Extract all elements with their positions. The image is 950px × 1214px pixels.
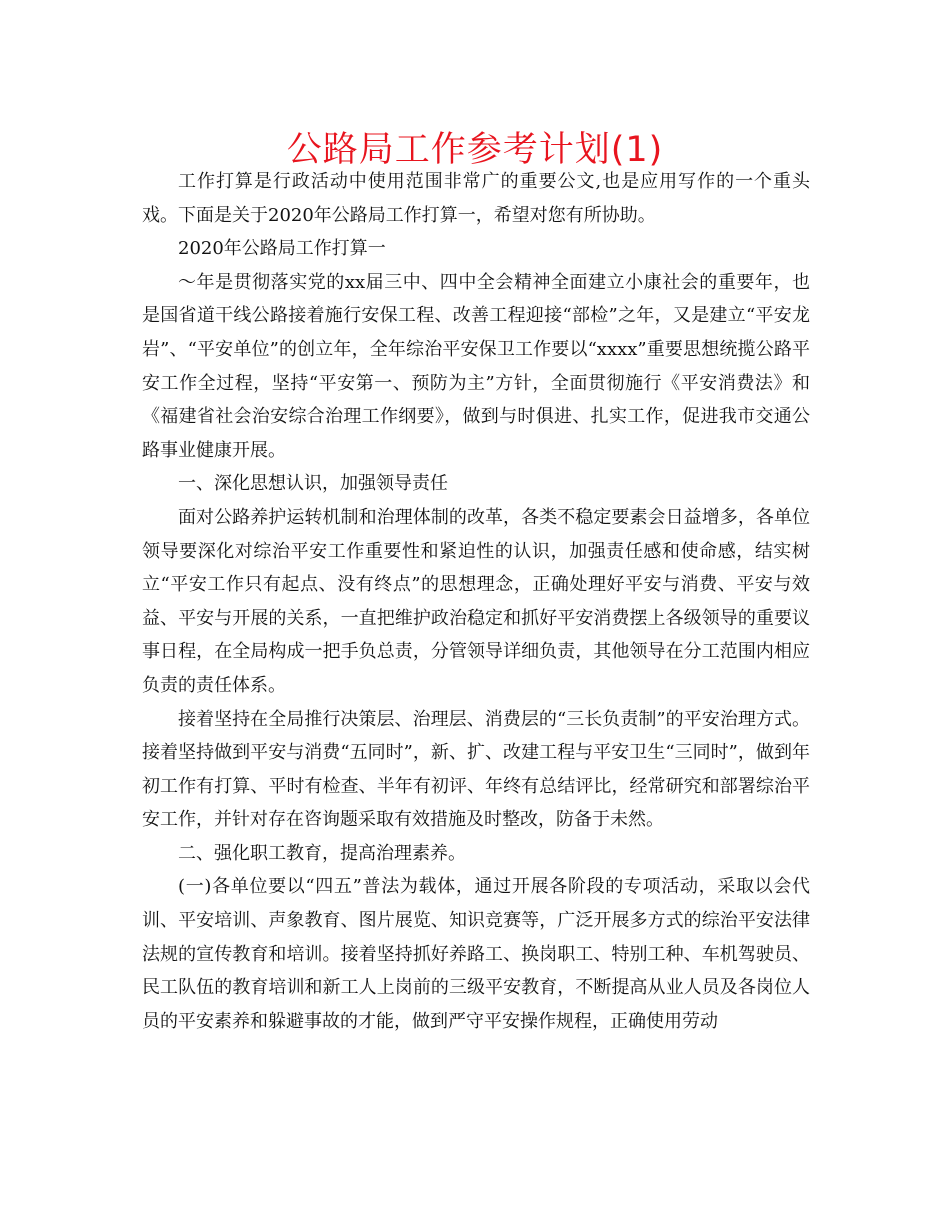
plan-heading: 2020年公路局工作打算一 xyxy=(178,238,386,260)
section-1-paragraph-2: 接着坚持在全局推行决策层、治理层、消费层的“三长负责制”的平安治理方式。接着坚持做到平安与消费“五同时”，新、扩、改建工程与平安卫生“三同时”，做到年初工作有打算、平时有检查、半年有初评、年终有总结评比，经常研究和部署综治平安工作，并针对存在咨询题采取有效措施及时整改，防备于未然。 xyxy=(142,708,810,831)
section-2-paragraph-1: (一)各单位要以“四五”普法为载体，通过开展各阶段的专项活动，采取以会代训、平安培训、声象教育、图片展览、知识竞赛等，广泛开展多方式的综治平安法律法规的宣传教育和培训。接着坚持抓好养路工、换岗职工、特别工种、车机驾驶员、民工队伍的教育培训和新工人上岗前的三级平安教育，不断提高从业人员及各岗位人员的平安素养和躲避事故的才能，做到严守平安操作规程，正确使用劳动 xyxy=(142,876,810,1032)
intro-paragraph: 工作打算是行政活动中使用范围非常广的重要公文,也是应用写作的一个重头戏。下面是关于2020年公路局工作打算一，希望对您有所协助。 xyxy=(142,171,810,226)
document-body xyxy=(142,165,810,1038)
section-heading-1: 一、深化思想认识，加强领导责任 xyxy=(178,473,448,495)
document-title: 公路局工作参考计划(1) xyxy=(286,130,664,170)
overview-paragraph: ～年是贯彻落实党的xx届三中、四中全会精神全面建立小康社会的重要年，也是国省道干线公路接着施行安保工程、改善工程迎接“部检”之年，又是建立“平安龙岩”、“平安单位”的创立年，全年综治平安保卫工作要以“xxxx”重要思想统揽公路平安工作全过程，坚持“平安第一、预防为主”方针，全面贯彻施行《平安消费法》和《福建省社会治安综合治理工作纲要》，做到与时俱进、扎实工作，促进我市交通公路事业健康开展。 xyxy=(142,271,810,461)
section-1-paragraph-1: 面对公路养护运转机制和治理体制的改革，各类不稳定要素会日益增多，各单位领导要深化对综治平安工作重要性和紧迫性的认识，加强责任感和使命感，结实树立“平安工作只有起点、没有终点”的思想理念，正确处理好平安与消费、平安与效益、平安与开展的关系，一直把维护政治稳定和抓好平安消费摆上各级领导的重要议事日程，在全局构成一把手负总责，分管领导详细负责，其他领导在分工范围内相应负责的责任体系。 xyxy=(142,506,810,696)
section-heading-2: 二、强化职工教育，提高治理素养。 xyxy=(178,842,466,864)
